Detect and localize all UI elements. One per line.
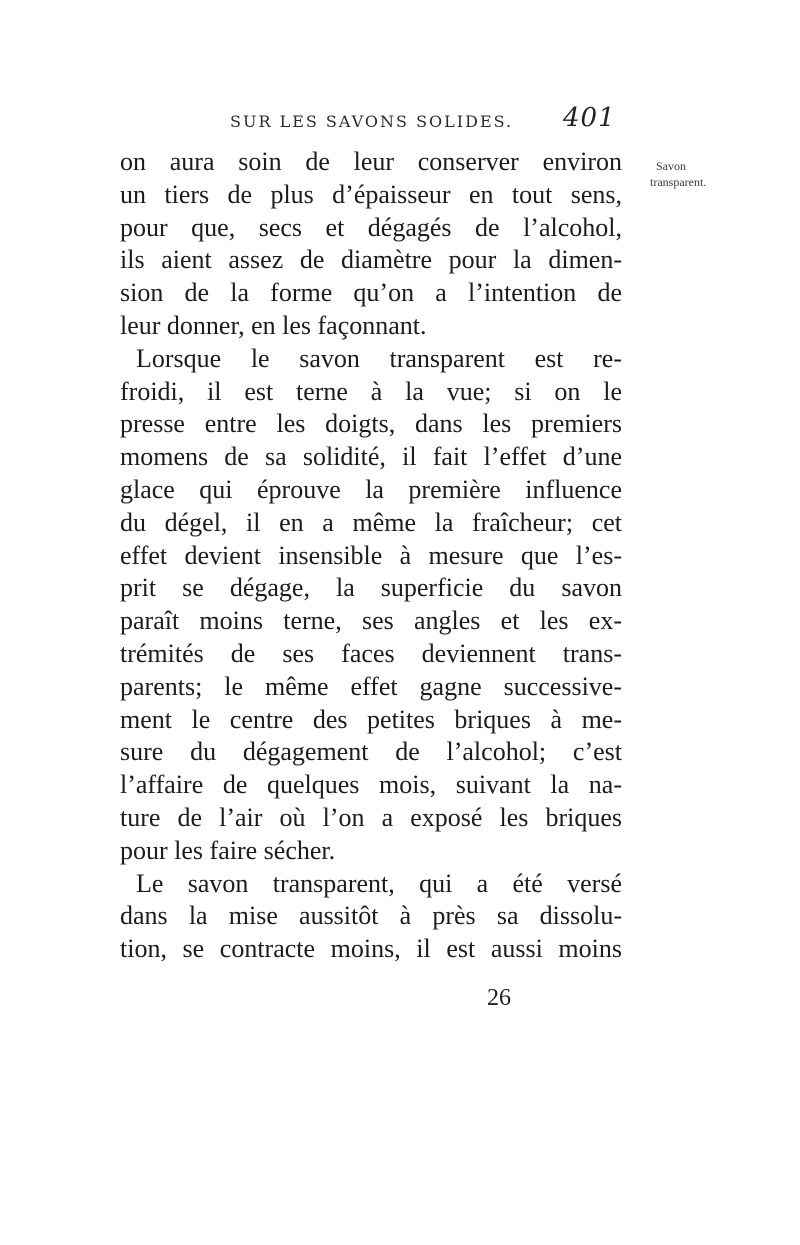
- text-line: glace qui éprouve la première influence: [120, 474, 622, 504]
- text-line: du dégel, il en a même la fraîcheur; cet: [120, 507, 622, 537]
- text-line: ment le centre des petites briques à me-: [120, 704, 622, 734]
- text-line: prit se dégage, la superficie du savon: [120, 573, 622, 603]
- text-line: un tiers de plus d’épaisseur en tout sens,: [120, 179, 622, 209]
- margin-note-line: Savon: [656, 159, 686, 173]
- text-line: l’affaire de quelques mois, suivant la na-: [120, 770, 622, 800]
- text-line: froidi, il est terne à la vue; si on le: [120, 376, 622, 406]
- text-line: pour les faire sécher.: [120, 835, 336, 865]
- text-line: tion, se contracte moins, il est aussi moins: [120, 934, 622, 964]
- text-line: momens de sa solidité, il fait l’effet d’une: [120, 442, 622, 472]
- signature-mark: 26: [487, 985, 511, 1011]
- text-line: on aura soin de leur conserver environ: [120, 147, 622, 176]
- text-line: sion de la forme qu’on a l’intention de: [120, 278, 622, 308]
- text-line: pour que, secs et dégagés de l’alcohol,: [120, 212, 622, 242]
- text-line: dans la mise aussitôt à près sa dissolu-: [120, 901, 622, 931]
- margin-note: [650, 158, 730, 190]
- page-number: 401: [563, 103, 616, 133]
- text-line: Lorsque le savon transparent est re-: [136, 343, 622, 373]
- text-line: paraît moins terne, ses angles et les ex-: [120, 606, 622, 636]
- margin-note-line: transparent.: [650, 175, 707, 189]
- text-line: ils aient assez de diamètre pour la dimen-: [120, 245, 622, 275]
- text-line: sure du dégagement de l’alcohol; c’est: [120, 737, 622, 767]
- text-line: effet devient insensible à mesure que l’es-: [120, 540, 622, 570]
- text-line: presse entre les doigts, dans les premiers: [120, 409, 622, 439]
- text-line: Le savon transparent, qui a été versé: [136, 868, 622, 898]
- text-line: parents; le même effet gagne successive-: [120, 671, 622, 701]
- text-line: trémités de ses faces deviennent trans-: [120, 638, 622, 668]
- running-head: SUR LES SAVONS SOLIDES.: [230, 112, 514, 131]
- body-text: [120, 146, 622, 966]
- text-line: ture de l’air où l’on a exposé les briques: [120, 802, 622, 832]
- text-line: leur donner, en les façonnant.: [120, 310, 427, 340]
